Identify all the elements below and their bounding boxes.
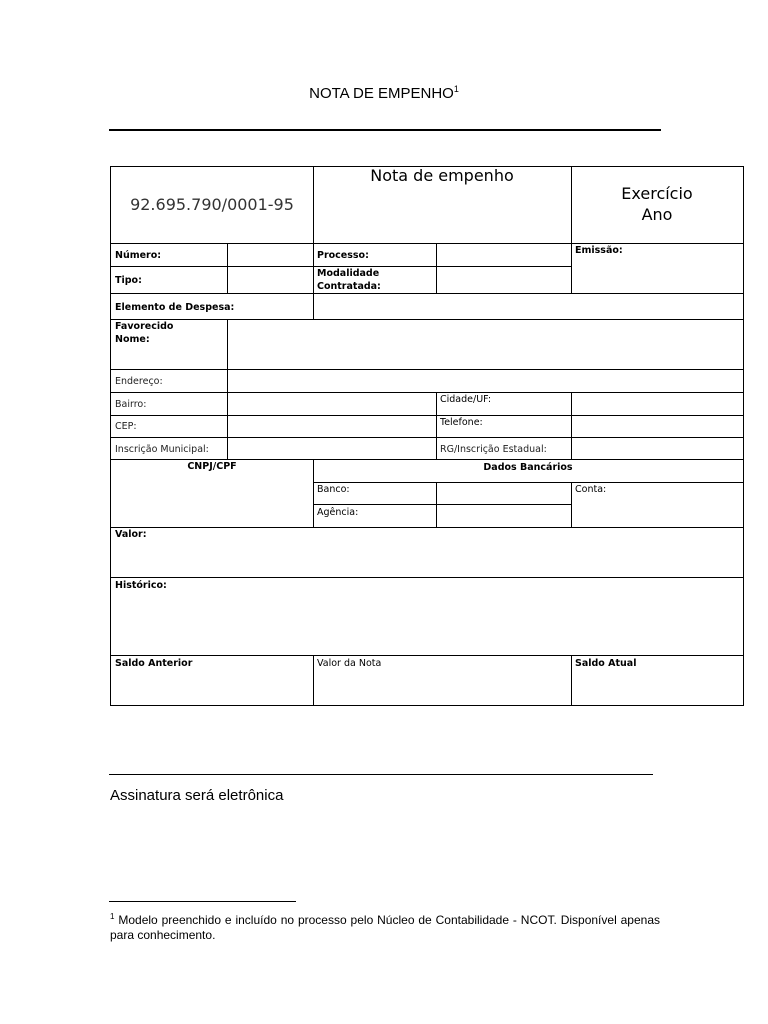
conta-label: Conta: <box>575 484 607 495</box>
nota-header-title: Nota de empenho <box>370 166 514 185</box>
col-divider <box>571 167 572 243</box>
row-divider <box>111 577 743 578</box>
row-divider <box>111 655 743 656</box>
valor-da-nota-label: Valor da Nota <box>317 658 382 669</box>
col-divider <box>436 243 437 293</box>
emissao-label: Emissão: <box>575 245 623 256</box>
col-divider <box>313 293 314 319</box>
elemento-despesa-label: Elemento de Despesa: <box>115 302 235 313</box>
signature-text: Assinatura será eletrônica <box>110 787 284 804</box>
row-divider <box>111 319 743 320</box>
valor-label: Valor: <box>115 529 147 540</box>
inscricao-municipal-label: Inscrição Municipal: <box>115 444 209 455</box>
telefone-label: Telefone: <box>440 417 483 428</box>
nome-label: Nome: <box>115 334 150 345</box>
tipo-label: Tipo: <box>115 275 142 286</box>
row-divider <box>313 504 571 505</box>
historico-label: Histórico: <box>115 580 167 591</box>
footnote-mark: 1 <box>110 912 115 921</box>
col-divider <box>313 655 314 705</box>
row-divider <box>313 482 743 483</box>
col-divider <box>227 319 228 459</box>
row-divider <box>111 293 743 294</box>
row-divider <box>111 243 743 244</box>
page-title: NOTA DE EMPENHO$^1$ <box>309 84 459 102</box>
saldo-atual-label: Saldo Atual <box>575 658 637 669</box>
row-divider <box>111 392 743 393</box>
row-divider <box>111 369 743 370</box>
cidade-uf-label: Cidade/UF: <box>440 394 492 405</box>
row-divider <box>111 415 743 416</box>
favorecido-label: Favorecido <box>115 321 174 332</box>
footnote-text: Modelo preenchido e incluído no processo pelo Núcleo de Contabilidade - NCOT. Disponível apenas para conhecimento. <box>110 913 660 942</box>
col-divider <box>571 392 572 459</box>
modalidade-label: Contratada: <box>317 281 381 292</box>
cnpj-header: 92.695.790/0001-95 <box>130 195 294 214</box>
saldo-anterior-label: Saldo Anterior <box>115 658 193 669</box>
processo-label: Processo: <box>317 250 369 261</box>
ano-label: Ano <box>641 205 673 224</box>
cnpj-cpf-label: CNPJ/CPF <box>187 461 237 472</box>
col-divider <box>436 392 437 459</box>
col-divider <box>436 482 437 527</box>
title-rule <box>109 129 661 131</box>
col-divider <box>571 243 572 293</box>
cep-label: CEP: <box>115 421 137 432</box>
col-divider <box>571 655 572 705</box>
dados-bancarios-label: Dados Bancários <box>483 462 573 473</box>
col-divider <box>313 243 314 293</box>
signature-line <box>109 774 653 775</box>
bairro-label: Bairro: <box>115 399 147 410</box>
numero-label: Número: <box>115 250 162 261</box>
footnote-rule <box>109 901 296 902</box>
col-divider <box>571 482 572 527</box>
row-divider <box>111 437 743 438</box>
banco-label: Banco: <box>317 484 350 495</box>
footnote-reference: 1 <box>453 84 459 94</box>
nota-empenho-form <box>110 166 744 706</box>
exercicio-label: Exercício <box>621 184 693 203</box>
rg-inscricao-estadual-label: RG/Inscrição Estadual: <box>440 444 547 455</box>
row-divider <box>111 527 743 528</box>
agencia-label: Agência: <box>317 507 359 518</box>
endereco-label: Endereço: <box>115 376 163 387</box>
modalidade-label: Modalidade <box>317 268 380 279</box>
footnote <box>110 909 660 943</box>
col-divider <box>227 243 228 293</box>
